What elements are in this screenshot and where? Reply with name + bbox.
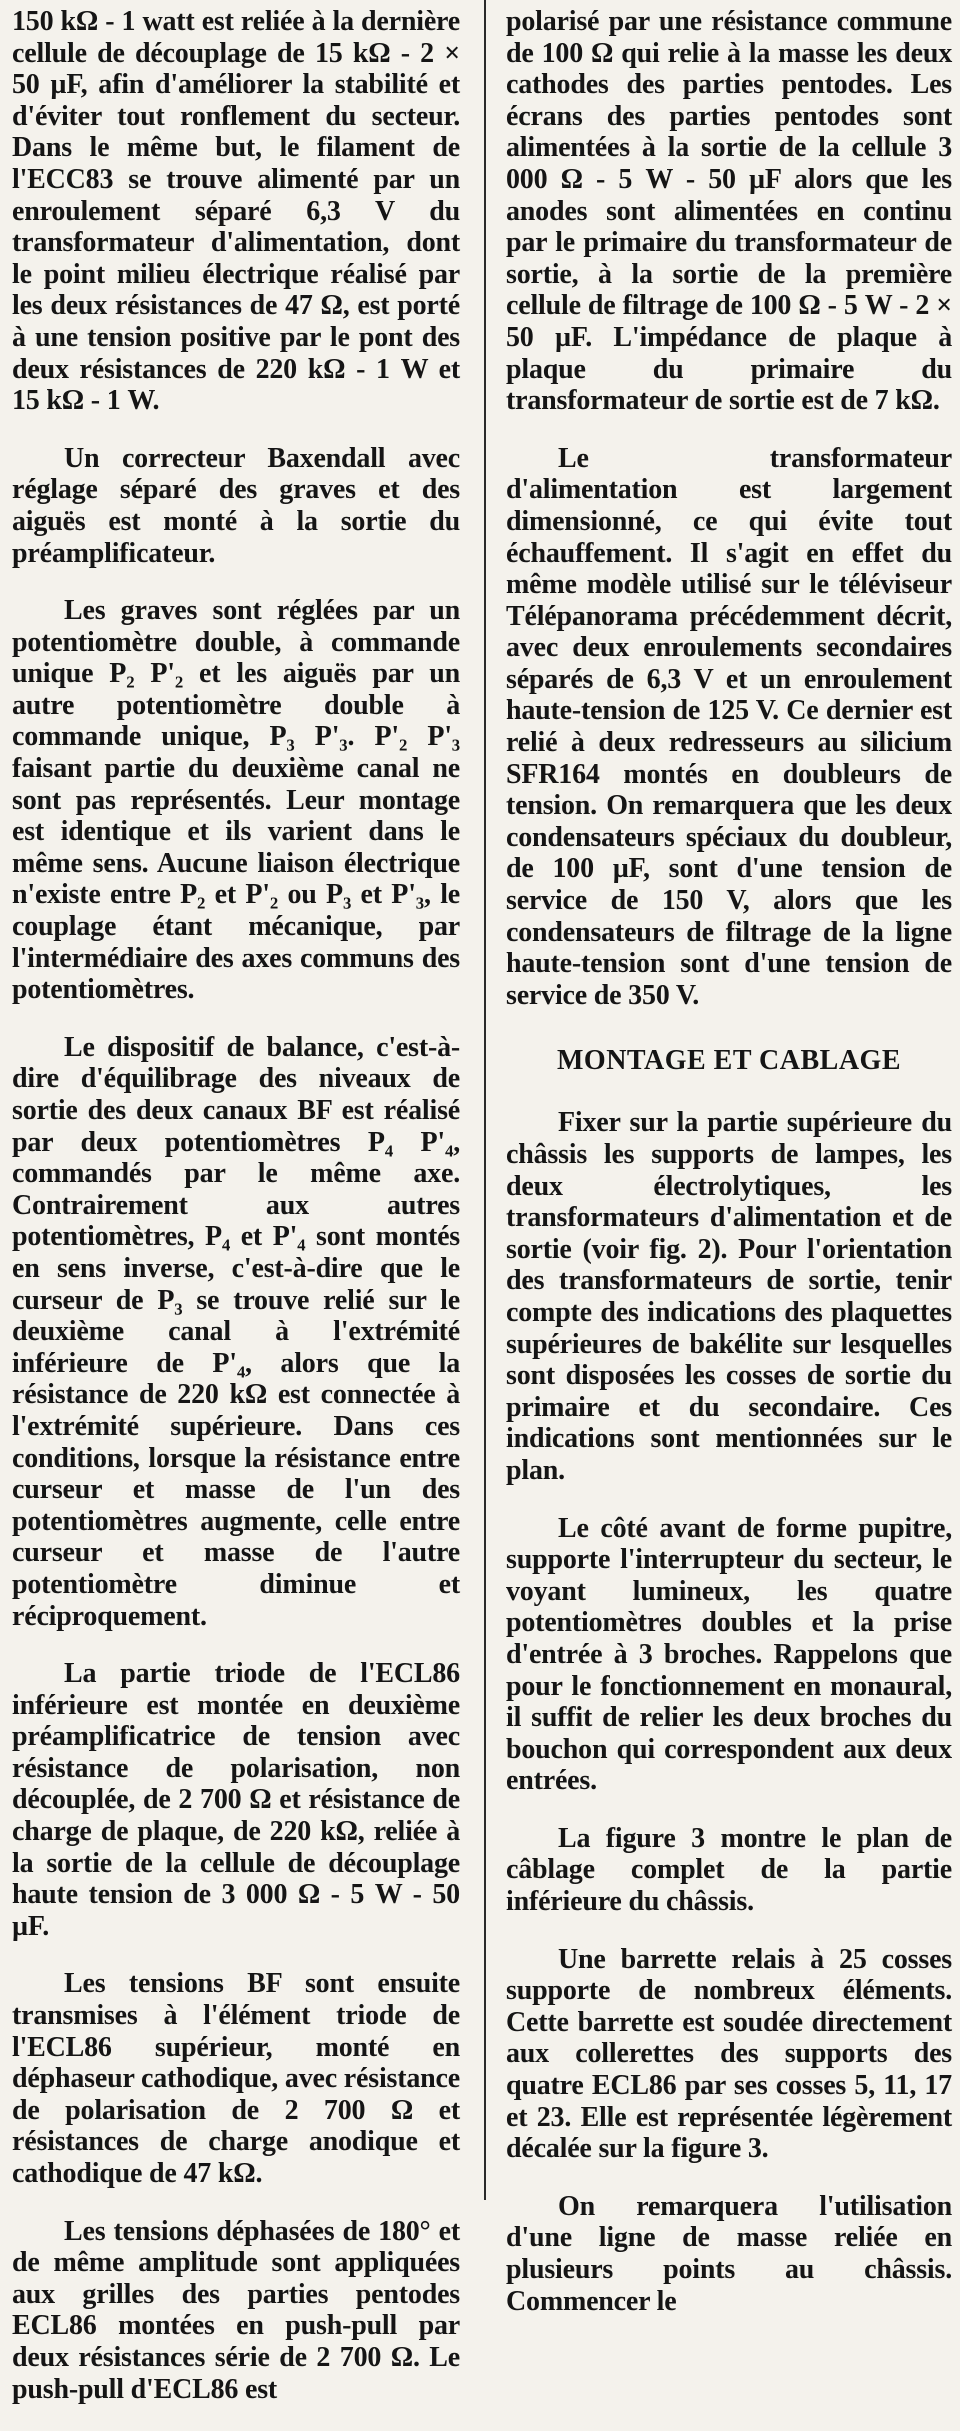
paragraph: Les tensions déphasées de 180° et de même amplitude sont appliquées aux grilles des parties pentodes ECL86 montées en push-pull par deux résistances série de 2 700 Ω. Le push-pull d'ECL86 est xyxy=(12,2215,460,2405)
paragraph: Fixer sur la partie supérieure du châssis les supports de lampes, les deux électrolytiques, les transformateurs d'alimentation et de sortie (voir fig. 2). Pour l'orientation des transformateurs de sortie, tenir compte des indications des plaquettes supérieures de bakélite sur lesquelles sont disposées les cosses de sortie du primaire et du secondaire. Ces indications sont mentionnées sur le plan. xyxy=(506,1107,952,1486)
section-heading: MONTAGE ET CABLAGE xyxy=(556,1045,901,1077)
paragraph: Un correcteur Baxendall avec réglage séparé des graves et des aiguës est monté à la sortie du préamplificateur. xyxy=(12,442,460,569)
paragraph: Une barrette relais à 25 cosses supporte de nombreux éléments. Cette barrette est soudée directement aux collerettes des supports des quatre ECL86 par ses cosses 5, 11, 17 et 23. Elle est représentée légèrement décalée sur la figure 3. xyxy=(506,1943,952,2165)
column-divider xyxy=(484,0,486,2200)
right-column xyxy=(506,6,952,2343)
paragraph: La partie triode de l'ECL86 inférieure est montée en deuxième préamplificatrice de tension avec résistance de polarisation, non découplée, de 2 700 Ω et résistance de charge de plaque, de 220 kΩ, reliée à la sortie de la cellule de découplage haute tension de 3 000 Ω - 5 W - 50 µF. xyxy=(12,1658,460,1942)
left-column xyxy=(12,6,460,2431)
paragraph: Les graves sont réglées par un potentiomètre double, à commande unique P₂ P'₂ et les aiguës par un autre potentiomètre double à commande unique, P₃ P'₃. P'₂ P'₃ faisant partie du deuxième canal ne sont pas représentés. Leur montage est identique et ils varient dans le même sens. Aucune liaison électrique n'existe entre P₂ et P'₂ ou P₃ et P'₃, le couplage étant mécanique, par l'intermédiaire des axes communs des potentiomètres. xyxy=(12,595,460,1006)
paragraph: Le dispositif de balance, c'est-à-dire d'équilibrage des niveaux de sortie des deux canaux BF est réalisé par deux potentiomètres P₄ P'₄, commandés par le même axe. Contrairement aux autres potentiomètres, P₄ et P'₄ sont montés en sens inverse, c'est-à-dire que le curseur de P₃ se trouve relié sur le deuxième canal à l'extrémité inférieure de P'₄, alors que la résistance de 220 kΩ est connectée à l'extrémité supérieure. Dans ces conditions, lorsque la résistance entre curseur et masse de l'un des potentiomètres augmente, celle entre curseur et masse de l'autre potentiomètre diminue et réciproquement. xyxy=(12,1031,460,1632)
paragraph: Le transformateur d'alimentation est largement dimensionné, ce qui évite tout échauffement. Il s'agit en effet du même modèle utilisé sur le téléviseur Télépanorama précédemment décrit, avec deux enroulements secondaires séparés de 6,3 V et un enroulement haute-tension de 125 V. Ce dernier est relié à deux redresseurs au silicium SFR164 montés en doubleurs de tension. On remarquera que les deux condensateurs spéciaux du doubleur, de 100 µF, sont d'une tension de service de 150 V, alors que les condensateurs de filtrage de la ligne haute-tension sont d'une tension de service de 350 V. xyxy=(506,442,952,1011)
paragraph: La figure 3 montre le plan de câblage complet de la partie inférieure du châssis. xyxy=(506,1822,952,1918)
paragraph: 150 kΩ - 1 watt est reliée à la dernière cellule de découplage de 15 kΩ - 2 × 50 µF, afin d'améliorer la stabilité et d'éviter tout ronflement du secteur. Dans le même but, le filament de l'ECC83 se trouve alimenté par un enroulement séparé 6,3 V du transformateur d'alimentation, dont le point milieu électrique réalisé par les deux résistances de 47 Ω, est porté à une tension positive par le pont des deux résistances de 220 kΩ - 1 W et 15 kΩ - 1 W. xyxy=(12,6,460,417)
paragraph: polarisé par une résistance commune de 100 Ω qui relie à la masse les deux cathodes des parties pentodes. Les écrans des parties pentodes sont alimentées à la sortie de la cellule 3 000 Ω - 5 W - 50 µF alors que les anodes sont alimentées en continu par le primaire du transformateur de sortie, à la sortie de la première cellule de filtrage de 100 Ω - 5 W - 2 × 50 µF. L'impédance de plaque à plaque du primaire du transformateur de sortie est de 7 kΩ. xyxy=(506,6,952,417)
paragraph: Les tensions BF sont ensuite transmises à l'élément triode de l'ECL86 supérieur, monté en déphaseur cathodique, avec résistance de polarisation de 2 700 Ω et résistances de charge anodique et cathodique de 47 kΩ. xyxy=(12,1968,460,2189)
paragraph: On remarquera l'utilisation d'une ligne de masse reliée en plusieurs points au châssis. Commencer le xyxy=(506,2190,952,2317)
paragraph: Le côté avant de forme pupitre, supporte l'interrupteur du secteur, le voyant lumineux, les quatre potentiomètres doubles et la prise d'entrée à 3 broches. Rappelons que pour le fonctionnement en monaural, il suffit de relier les deux broches du bouchon qui correspondent aux deux entrées. xyxy=(506,1512,952,1797)
